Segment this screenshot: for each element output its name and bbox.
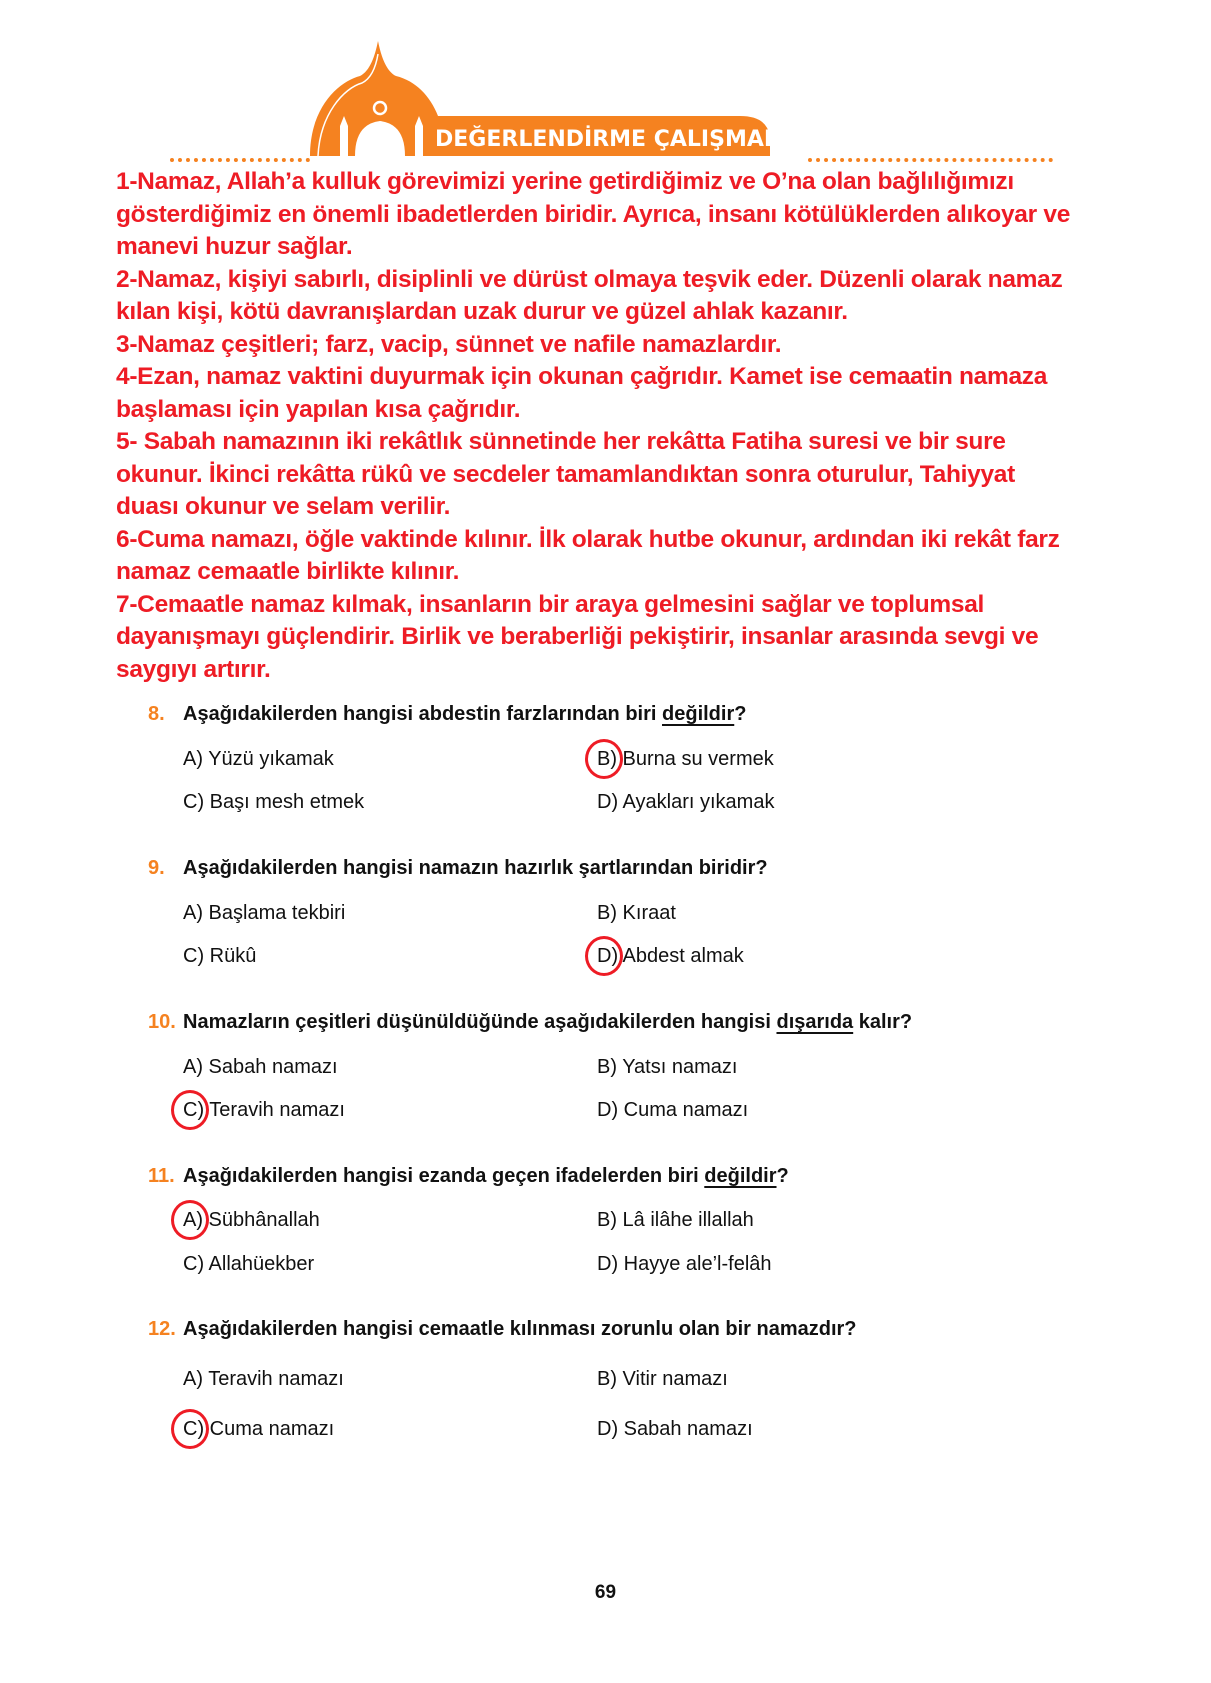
option-d[interactable]: D) Ayakları yıkamak	[597, 791, 775, 813]
question-number: 12.	[148, 1318, 176, 1340]
question-text: Namazların çeşitleri düşünüldüğünde aşağıdakilerden hangisi	[183, 1011, 777, 1033]
answer-line: manevi huzur sağlar.	[116, 233, 353, 260]
answer-line: duası okunur ve selam verilir.	[116, 493, 451, 520]
answer-mark-circle	[585, 739, 623, 779]
answer-mark-circle	[585, 936, 623, 976]
question-emphasis: değildir	[704, 1165, 777, 1187]
page-number: 69	[594, 1582, 617, 1603]
option-c[interactable]: C) Rükû	[183, 945, 257, 967]
question-number: 10.	[148, 1011, 176, 1033]
option-d[interactable]: D) Sabah namazı	[597, 1418, 753, 1440]
option-b[interactable]: B) Burna su vermek	[597, 748, 774, 770]
option-c[interactable]: C) Teravih namazı	[183, 1099, 345, 1121]
option-a[interactable]: A) Sabah namazı	[183, 1056, 338, 1078]
answer-line: kılan kişi, kötü davranışlardan uzak durur ve güzel ahlak kazanır.	[116, 298, 848, 325]
question-text: Aşağıdakilerden hangisi abdestin farzlarından biri	[183, 703, 663, 725]
answer-line: 7-Cemaatle namaz kılmak, insanların bir araya gelmesini sağlar ve toplumsal	[116, 590, 985, 618]
answer-line: 2-Namaz, kişiyi sabırlı, disiplinli ve dürüst olmaya teşvik eder. Düzenli olarak namaz	[116, 265, 1063, 293]
divider-left	[170, 158, 310, 166]
question-emphasis: dışarıda	[776, 1011, 854, 1033]
option-b[interactable]: B) Kıraat	[597, 902, 676, 924]
option-c[interactable]: C) Allahüekber	[183, 1253, 315, 1275]
answers-text	[116, 166, 1070, 686]
question-text-end: ?	[734, 703, 747, 725]
question-number: 9.	[148, 857, 165, 879]
banner-title: DEĞERLENDİRME ÇALIŞMALARI	[435, 127, 820, 152]
answer-line: gösterdiğimiz en önemli ibadetlerden biridir. Ayrıca, insanı kötülüklerden alıkoyar ve	[116, 200, 1071, 228]
question-text-end: kalır?	[853, 1011, 913, 1033]
option-d[interactable]: D) Cuma namazı	[597, 1099, 749, 1121]
answer-line: 1-Namaz, Allah’a kulluk görevimizi yerine getirdiğimiz ve O’na olan bağlılığımızı	[116, 168, 1014, 195]
question-emphasis: değildir	[662, 703, 735, 725]
option-c[interactable]: C) Cuma namazı	[183, 1418, 335, 1440]
question-text: Aşağıdakilerden hangisi namazın hazırlık şartlarından biridir?	[183, 857, 768, 879]
answer-line: namaz cemaatle birlikte kılınır.	[116, 558, 460, 585]
answer-line: 5- Sabah namazının iki rekâtlık sünnetinde her rekâtta Fatiha suresi ve bir sure	[116, 428, 1006, 455]
option-b[interactable]: B) Lâ ilâhe illallah	[597, 1209, 754, 1231]
question-11	[148, 1165, 789, 1188]
option-b[interactable]: B) Yatsı namazı	[597, 1056, 738, 1078]
question-text: Aşağıdakilerden hangisi cemaatle kılınması zorunlu olan bir namazdır?	[183, 1318, 857, 1340]
option-a[interactable]: A) Teravih namazı	[183, 1368, 344, 1390]
answer-mark-circle	[171, 1200, 209, 1240]
answer-mark-circle	[171, 1090, 209, 1130]
option-d[interactable]: D) Hayye ale’l-felâh	[597, 1253, 772, 1275]
question-12	[148, 1318, 857, 1341]
answer-line: 3-Namaz çeşitleri; farz, vacip, sünnet ve nafile namazlardır.	[116, 330, 782, 358]
option-a[interactable]: A) Sübhânallah	[183, 1209, 320, 1231]
question-number: 8.	[148, 703, 165, 725]
question-text: Aşağıdakilerden hangisi ezanda geçen ifadelerden biri	[183, 1165, 705, 1187]
answer-line: başlaması için yapılan kısa çağrıdır.	[116, 395, 521, 423]
answer-mark-circle	[171, 1409, 209, 1449]
answer-line: dayanışmayı güçlendirir. Birlik ve beraberliği pekiştirir, insanlar arasında sevgi ve	[116, 623, 1039, 650]
header-banner-mosque-icon	[300, 36, 820, 156]
question-9	[148, 857, 768, 880]
question-number: 11.	[148, 1165, 175, 1187]
option-b[interactable]: B) Vitir namazı	[597, 1368, 728, 1390]
option-a[interactable]: A) Başlama tekbiri	[183, 902, 346, 924]
question-text-end: ?	[776, 1165, 789, 1187]
answer-line: 6-Cuma namazı, öğle vaktinde kılınır. İlk olarak hutbe okunur, ardından iki rekât farz	[116, 525, 1060, 553]
answer-line: saygıyı artırır.	[116, 655, 271, 683]
divider-right	[808, 158, 1053, 166]
option-d[interactable]: D) Abdest almak	[597, 945, 744, 967]
option-a[interactable]: A) Yüzü yıkamak	[183, 748, 334, 770]
answer-line: okunur. İkinci rekâtta rükû ve secdeler tamamlandıktan sonra oturulur, Tahiyyat	[116, 460, 1015, 488]
option-c[interactable]: C) Başı mesh etmek	[183, 791, 365, 813]
answer-line: 4-Ezan, namaz vaktini duyurmak için okunan çağrıdır. Kamet ise cemaatin namaza	[116, 363, 1048, 390]
question-8	[148, 703, 746, 726]
question-10	[148, 1011, 912, 1034]
